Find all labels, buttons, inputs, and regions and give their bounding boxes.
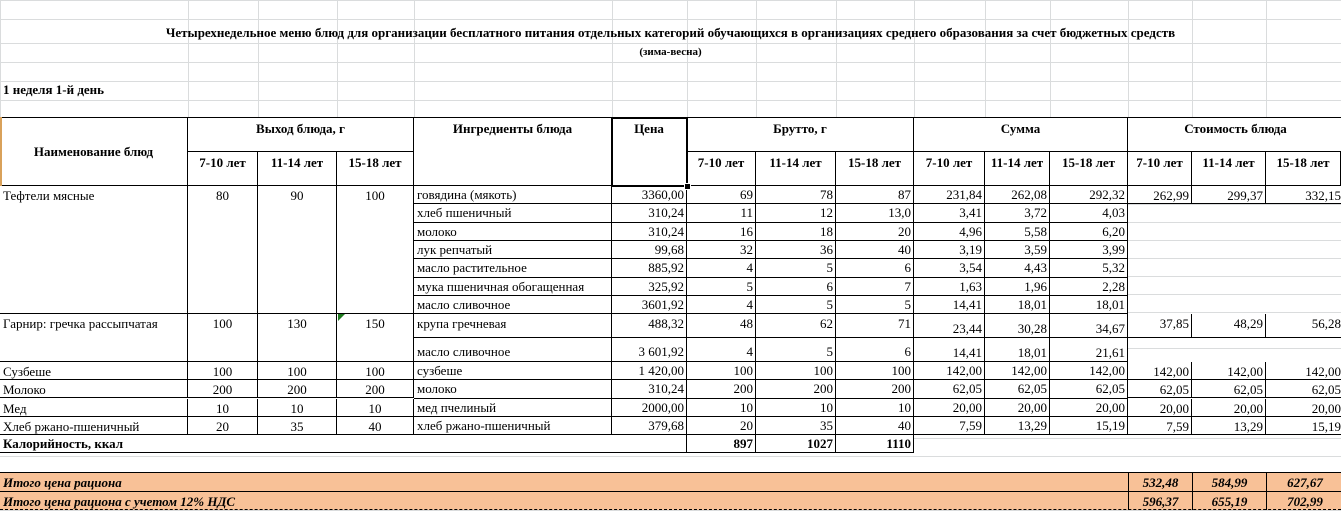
ingredient-sum[interactable]: 262,08 — [985, 186, 1050, 204]
ingredient-sum[interactable]: 34,67 — [1050, 314, 1128, 338]
header-age-1[interactable]: 11-14 лет — [1192, 152, 1266, 186]
gridline — [0, 62, 1341, 63]
ingredient-price[interactable]: 3360,00 — [612, 186, 687, 204]
dish-name[interactable]: Молоко — [0, 380, 188, 398]
ingredient-gross[interactable]: 5 — [756, 259, 836, 278]
dish-output[interactable]: 200 — [188, 380, 258, 398]
dish-cost[interactable]: 62,05 — [1192, 380, 1266, 398]
ingredient-gross[interactable]: 40 — [836, 241, 914, 259]
ingredient-gross[interactable]: 5 — [756, 296, 836, 314]
total-value[interactable]: 584,99 — [1192, 472, 1266, 491]
gridline — [0, 43, 1341, 44]
ingredient-sum[interactable]: 142,00 — [1050, 362, 1128, 380]
total-value[interactable]: 655,19 — [1192, 491, 1266, 510]
dish-name[interactable]: Сузбеше — [0, 362, 188, 380]
ingredient-sum[interactable]: 142,00 — [914, 362, 985, 380]
ingredient-price[interactable]: 1 420,00 — [612, 362, 687, 380]
gridline — [1192, 0, 1193, 117]
ingredient-sum[interactable]: 20,00 — [1050, 399, 1128, 417]
ingredient-sum[interactable]: 62,05 — [985, 380, 1050, 399]
calories-label[interactable]: Калорийность, ккал — [0, 435, 687, 453]
header-age-2[interactable]: 15-18 лет — [1266, 152, 1341, 186]
ingredient-price[interactable]: 3601,92 — [612, 296, 687, 314]
ingredient-price[interactable]: 310,24 — [612, 380, 687, 399]
ingredient-price[interactable]: 2000,00 — [612, 399, 687, 417]
dish-cost[interactable]: 56,28 — [1266, 314, 1341, 338]
ingredient-sum[interactable]: 1,96 — [985, 278, 1050, 296]
ingredient-price[interactable]: 325,92 — [612, 278, 687, 296]
row-header-highlight — [0, 117, 2, 186]
header-age-0[interactable]: 7-10 лет — [914, 152, 985, 186]
ingredient-sum[interactable]: 3,59 — [985, 241, 1050, 259]
ingredient-sum[interactable]: 142,00 — [985, 362, 1050, 380]
ingredient-sum[interactable]: 18,01 — [985, 296, 1050, 314]
header-dish-name[interactable]: Наименование блюд — [0, 117, 188, 186]
ingredient-gross[interactable]: 4 — [687, 296, 756, 314]
gridline — [612, 0, 613, 117]
ingredient-gross[interactable]: 100 — [687, 362, 756, 380]
sheet-title: Четырехнедельное меню блюд для организации бесплатного питания отдельных категорий обучающихся в организациях среднего образования за счет бюджетных средств — [165, 25, 1176, 40]
ingredient-price[interactable]: 310,24 — [612, 223, 687, 241]
gridline — [0, 100, 1341, 101]
ingredient-name[interactable]: молоко — [414, 223, 612, 241]
gridline — [0, 0, 1341, 1]
ingredient-sum[interactable]: 3,72 — [985, 204, 1050, 223]
ingredient-sum[interactable]: 1,63 — [914, 278, 985, 296]
ingredient-gross[interactable]: 5 — [836, 296, 914, 314]
ingredient-price[interactable]: 488,32 — [612, 314, 687, 338]
selected-cell[interactable] — [611, 117, 688, 187]
header-ingredients[interactable]: Ингредиенты блюда — [414, 117, 612, 186]
header-gross[interactable]: Брутто, г — [687, 117, 914, 152]
dish-cost[interactable]: 20,00 — [1192, 399, 1266, 417]
dish-name[interactable]: Гарнир: гречка рассыпчатая — [0, 314, 188, 362]
ingredient-gross[interactable]: 71 — [836, 314, 914, 338]
ingredient-gross[interactable]: 87 — [836, 186, 914, 204]
ingredient-sum[interactable]: 4,03 — [1050, 204, 1128, 223]
gridline — [188, 0, 189, 117]
dish-name[interactable]: Мед — [0, 399, 188, 417]
dish-output[interactable]: 100 — [188, 314, 258, 362]
header-age-0[interactable]: 7-10 лет — [687, 152, 756, 186]
dish-output[interactable]: 35 — [258, 417, 337, 435]
ingredient-sum[interactable]: 13,29 — [985, 417, 1050, 435]
ingredient-gross[interactable]: 5 — [756, 338, 836, 362]
ingredient-gross[interactable]: 11 — [687, 204, 756, 223]
ingredient-gross[interactable]: 35 — [756, 417, 836, 435]
ingredient-sum[interactable]: 231,84 — [914, 186, 985, 204]
dish-output[interactable]: 10 — [188, 399, 258, 417]
ingredient-name[interactable]: хлеб ржано-пшеничный — [414, 417, 612, 435]
comment-indicator-icon[interactable] — [338, 314, 345, 321]
dish-cost[interactable]: 7,59 — [1128, 417, 1192, 435]
header-age-0[interactable]: 7-10 лет — [1128, 152, 1192, 186]
ingredient-price[interactable]: 885,92 — [612, 259, 687, 278]
ingredient-sum[interactable]: 3,19 — [914, 241, 985, 259]
gridline — [0, 19, 1341, 20]
ingredient-gross[interactable]: 16 — [687, 223, 756, 241]
dish-output[interactable]: 100 — [337, 362, 414, 380]
dish-output[interactable]: 200 — [337, 380, 414, 398]
ingredient-sum[interactable]: 7,59 — [914, 417, 985, 435]
ingredient-gross[interactable]: 200 — [836, 380, 914, 399]
dish-output[interactable]: 10 — [258, 399, 337, 417]
ingredient-gross[interactable]: 200 — [756, 380, 836, 399]
dish-output[interactable]: 20 — [188, 417, 258, 435]
ingredient-sum[interactable]: 14,41 — [914, 296, 985, 314]
ingredient-name[interactable]: говядина (мякоть) — [414, 186, 612, 204]
header-age-2[interactable]: 15-18 лет — [836, 152, 914, 186]
ingredient-sum[interactable]: 292,32 — [1050, 186, 1128, 204]
dish-cost[interactable]: 332,15 — [1266, 186, 1341, 204]
ingredient-gross[interactable]: 5 — [687, 278, 756, 296]
fill-handle[interactable] — [684, 183, 691, 190]
dish-cost[interactable]: 262,99 — [1128, 186, 1192, 204]
dish-cost[interactable]: 299,37 — [1192, 186, 1266, 204]
dish-output[interactable]: 200 — [258, 380, 337, 398]
header-age-0[interactable]: 7-10 лет — [188, 152, 258, 186]
header-age-1[interactable]: 11-14 лет — [756, 152, 836, 186]
ingredient-sum[interactable]: 15,19 — [1050, 417, 1128, 435]
total-value[interactable]: 627,67 — [1266, 472, 1341, 491]
ingredient-name[interactable]: лук репчатый — [414, 241, 612, 259]
ingredient-gross[interactable]: 20 — [836, 223, 914, 241]
ingredient-gross[interactable]: 100 — [836, 362, 914, 380]
dish-cost[interactable]: 15,19 — [1266, 417, 1341, 435]
header-age-1[interactable]: 11-14 лет — [985, 152, 1050, 186]
gridline — [756, 0, 757, 117]
dish-cost[interactable]: 13,29 — [1192, 417, 1266, 435]
ingredient-gross[interactable]: 4 — [687, 338, 756, 362]
ingredient-sum[interactable]: 23,44 — [914, 314, 985, 338]
ingredient-name[interactable]: хлеб пшеничный — [414, 204, 612, 223]
total-label[interactable]: Итого цена рациона — [0, 472, 1128, 491]
gridline — [0, 81, 1341, 82]
gridline — [1050, 0, 1051, 117]
dish-name[interactable]: Хлеб ржано-пшеничный — [0, 417, 188, 435]
dish-output[interactable]: 130 — [258, 314, 337, 362]
ingredient-gross[interactable]: 4 — [687, 259, 756, 278]
gridline — [1128, 0, 1129, 117]
gridline — [687, 0, 688, 117]
ingredient-sum[interactable]: 6,20 — [1050, 223, 1128, 241]
header-age-2[interactable]: 15-18 лет — [1050, 152, 1128, 186]
header-cost[interactable]: Стоимость блюда — [1128, 117, 1341, 152]
ingredient-sum[interactable]: 62,05 — [1050, 380, 1128, 399]
header-age-2[interactable]: 15-18 лет — [337, 152, 414, 186]
dish-cost[interactable]: 62,05 — [1128, 380, 1192, 398]
total-label[interactable]: Итого цена рациона с учетом 12% НДС — [0, 491, 1128, 510]
ingredient-sum[interactable]: 20,00 — [914, 399, 985, 417]
dish-cost[interactable]: 20,00 — [1128, 399, 1192, 417]
header-sum[interactable]: Сумма — [914, 117, 1128, 152]
ingredient-gross[interactable]: 6 — [756, 278, 836, 296]
dish-cost[interactable]: 62,05 — [1266, 380, 1341, 398]
dish-name[interactable]: Тефтели мясные — [0, 186, 188, 314]
ingredient-sum[interactable]: 4,96 — [914, 223, 985, 241]
ingredient-gross[interactable]: 6 — [836, 259, 914, 278]
calories-value[interactable]: 1027 — [756, 435, 836, 453]
ingredient-sum[interactable]: 14,41 — [914, 338, 985, 362]
dish-output[interactable]: 150 — [337, 314, 414, 362]
ingredient-price[interactable]: 3 601,92 — [612, 338, 687, 362]
gridline — [337, 0, 338, 117]
gridline — [258, 0, 259, 117]
ingredient-gross[interactable]: 10 — [836, 399, 914, 417]
dish-output[interactable]: 90 — [258, 186, 337, 314]
ingredient-gross[interactable]: 48 — [687, 314, 756, 338]
ingredient-gross[interactable]: 12 — [756, 204, 836, 223]
dish-output[interactable]: 100 — [337, 186, 414, 314]
ingredient-sum[interactable]: 21,61 — [1050, 338, 1128, 362]
ingredient-sum[interactable]: 3,99 — [1050, 241, 1128, 259]
ingredient-sum[interactable]: 5,32 — [1050, 259, 1128, 278]
ingredient-gross[interactable]: 18 — [756, 223, 836, 241]
ingredient-price[interactable]: 99,68 — [612, 241, 687, 259]
dish-cost[interactable]: 37,85 — [1128, 314, 1192, 338]
gridline — [985, 0, 986, 117]
ingredient-gross[interactable]: 7 — [836, 278, 914, 296]
ingredient-sum[interactable]: 62,05 — [914, 380, 985, 399]
dish-output[interactable]: 100 — [258, 362, 337, 380]
gridline — [836, 0, 837, 117]
ingredient-gross[interactable]: 200 — [687, 380, 756, 399]
ingredient-sum[interactable]: 3,54 — [914, 259, 985, 278]
total-value[interactable]: 702,99 — [1266, 491, 1341, 510]
ingredient-sum[interactable]: 2,28 — [1050, 278, 1128, 296]
dish-cost[interactable]: 142,00 — [1266, 362, 1341, 380]
ingredient-name[interactable]: масло растительное — [414, 259, 612, 278]
ingredient-name[interactable]: мука пшеничная обогащенная — [414, 278, 612, 296]
ingredient-name[interactable]: сузбеше — [414, 362, 612, 380]
week-day-label: 1 неделя 1-й день — [3, 82, 105, 97]
ingredient-gross[interactable]: 13,0 — [836, 204, 914, 223]
ingredient-sum[interactable]: 5,58 — [985, 223, 1050, 241]
ingredient-name[interactable]: крупа гречневая — [414, 314, 612, 338]
ingredient-gross[interactable]: 20 — [687, 417, 756, 435]
ingredient-sum[interactable]: 30,28 — [985, 314, 1050, 338]
ingredient-sum[interactable]: 20,00 — [985, 399, 1050, 417]
dish-cost[interactable]: 142,00 — [1192, 362, 1266, 380]
dish-cost[interactable]: 48,29 — [1192, 314, 1266, 338]
page-break-line — [0, 509, 1341, 510]
ingredient-name[interactable]: молоко — [414, 380, 612, 399]
ingredient-sum[interactable]: 4,43 — [985, 259, 1050, 278]
ingredient-gross[interactable]: 62 — [756, 314, 836, 338]
ingredient-gross[interactable]: 10 — [687, 399, 756, 417]
calories-value[interactable]: 1110 — [836, 435, 914, 453]
ingredient-gross[interactable]: 78 — [756, 186, 836, 204]
dish-output[interactable]: 10 — [337, 399, 414, 417]
header-age-1[interactable]: 11-14 лет — [258, 152, 337, 186]
ingredient-gross[interactable]: 6 — [836, 338, 914, 362]
dish-cost[interactable]: 142,00 — [1128, 362, 1192, 380]
gridline — [0, 456, 1341, 457]
dish-cost[interactable]: 20,00 — [1266, 399, 1341, 417]
ingredient-gross[interactable]: 69 — [687, 186, 756, 204]
ingredient-gross[interactable]: 100 — [756, 362, 836, 380]
ingredient-price[interactable]: 310,24 — [612, 204, 687, 223]
calories-value[interactable]: 897 — [687, 435, 756, 453]
ingredient-price[interactable]: 379,68 — [612, 417, 687, 435]
header-price[interactable]: Цена — [612, 117, 687, 186]
ingredient-name[interactable]: масло сливочное — [414, 338, 612, 362]
gridline — [0, 0, 1, 117]
gridline — [414, 0, 415, 117]
ingredient-name[interactable]: масло сливочное — [414, 296, 612, 314]
dish-output[interactable]: 100 — [188, 362, 258, 380]
sheet-subtitle: (зима-весна) — [639, 46, 702, 58]
ingredient-gross[interactable]: 40 — [836, 417, 914, 435]
total-value[interactable]: 532,48 — [1128, 472, 1192, 491]
ingredient-gross[interactable]: 32 — [687, 241, 756, 259]
gridline — [914, 0, 915, 117]
ingredient-sum[interactable]: 3,41 — [914, 204, 985, 223]
gridline — [1266, 0, 1267, 117]
ingredient-sum[interactable]: 18,01 — [985, 338, 1050, 362]
ingredient-name[interactable]: мед пчелиный — [414, 399, 612, 417]
ingredient-sum[interactable]: 18,01 — [1050, 296, 1128, 314]
ingredient-gross[interactable]: 10 — [756, 399, 836, 417]
dish-output[interactable]: 40 — [337, 417, 414, 435]
dish-output[interactable]: 80 — [188, 186, 258, 314]
ingredient-gross[interactable]: 36 — [756, 241, 836, 259]
header-output[interactable]: Выход блюда, г — [188, 117, 414, 152]
total-value[interactable]: 596,37 — [1128, 491, 1192, 510]
